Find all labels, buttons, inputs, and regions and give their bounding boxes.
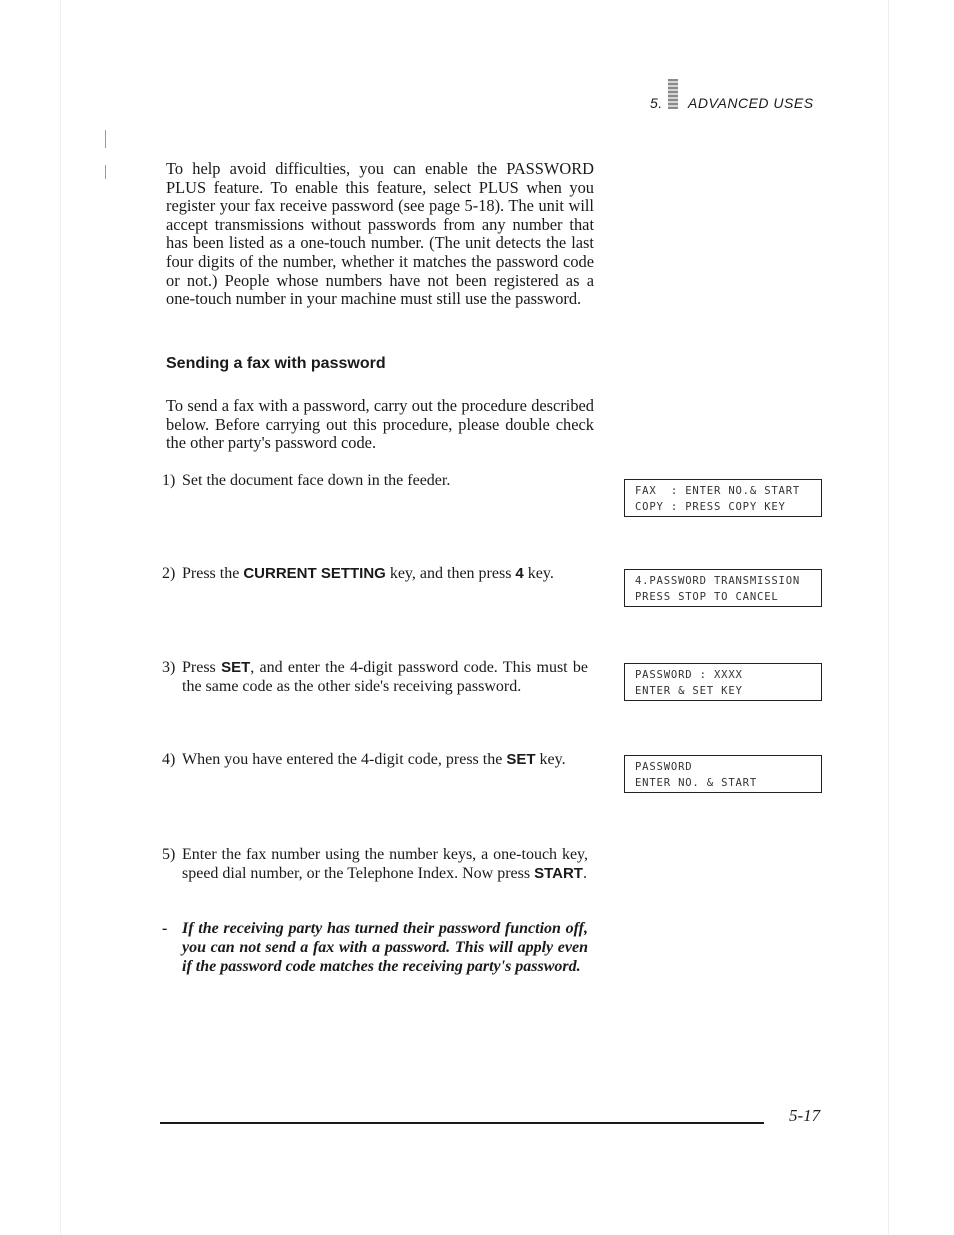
intro-paragraph: To help avoid difficulties, you can enable the PASSWORD PLUS feature. To enable this feature, select PLUS when you register your fax receive password (see page 5-18). The unit will accept transmissions without passwords from any number that has been listed as a one-touch number. (The unit detects the last four digits of the number, whether it matches the password code or not.) People whose numbers have not been registered as a one-touch number in your machine must still use the password. [166, 159, 594, 309]
running-header [648, 93, 828, 115]
lcd-display-step-3 [624, 663, 822, 701]
lcd-line-2: ENTER NO. & START [635, 777, 758, 789]
step-number: 3) [162, 659, 176, 676]
scan-speck [105, 165, 106, 179]
lcd-line-1: 4.PASSWORD TRANSMISSION [635, 575, 801, 587]
lcd-line-1: PASSWORD : XXXX [635, 669, 743, 681]
scan-speck [105, 130, 106, 148]
step-4 [162, 751, 588, 770]
step-number: 4) [162, 751, 176, 768]
footer-rule [160, 1122, 764, 1124]
step-text: Press [182, 659, 222, 676]
key-name-set: SET [506, 751, 536, 768]
step-2 [162, 565, 588, 584]
step-text: Press the [182, 565, 244, 582]
scan-edge-right [888, 0, 889, 1235]
note-paragraph [162, 920, 588, 976]
scan-edge-left [60, 0, 61, 1235]
step-5 [162, 846, 588, 883]
section-heading: Sending a fax with password [166, 355, 386, 372]
section-tab-marker [668, 79, 678, 109]
lcd-display-step-1 [624, 479, 822, 517]
lcd-display-step-4 [624, 755, 822, 793]
step-text: When you have entered the 4-digit code, press the [182, 751, 507, 768]
section-lead-paragraph: To send a fax with a password, carry out the procedure described below. Before carrying out this procedure, please double check the other party's password code. [166, 396, 594, 453]
step-text: key, and then press [385, 565, 516, 582]
lcd-line-2: ENTER & SET KEY [635, 685, 743, 697]
step-text: key. [523, 565, 554, 582]
key-name-4: 4 [515, 565, 524, 582]
step-3 [162, 659, 588, 696]
step-1 [162, 472, 588, 491]
step-number: 5) [162, 846, 176, 863]
note-dash: - [162, 920, 168, 937]
step-text: . [582, 864, 587, 882]
step-text: , and enter the 4-digit password code. This must be the same code as the other side's receiving password. [182, 659, 589, 695]
step-text: Set the document face down in the feeder. [182, 472, 451, 489]
key-name-set: SET [221, 659, 251, 676]
key-name-start: START [534, 864, 583, 882]
lcd-line-1: PASSWORD [635, 761, 693, 773]
step-text: Enter the fax number using the number keys, a one-touch key, speed dial number, or the Telephone Index. Now press [182, 846, 588, 882]
lcd-display-step-2 [624, 569, 822, 607]
lcd-line-2: COPY : PRESS COPY KEY [635, 501, 786, 513]
lcd-line-2: PRESS STOP TO CANCEL [635, 591, 779, 603]
step-number: 2) [162, 565, 176, 582]
page-number: 5-17 [789, 1106, 821, 1125]
section-title: ADVANCED USES [688, 95, 814, 111]
note-text: If the receiving party has turned their password function off, you can not send a fax with a password. This will apply even if the password code matches the receiving party's password. [182, 920, 588, 975]
lcd-line-1: FAX : ENTER NO.& START [635, 485, 801, 497]
step-text: key. [535, 751, 566, 768]
step-number: 1) [162, 472, 176, 489]
key-name-current-setting: CURRENT SETTING [243, 565, 386, 582]
section-number: 5. [650, 95, 663, 111]
